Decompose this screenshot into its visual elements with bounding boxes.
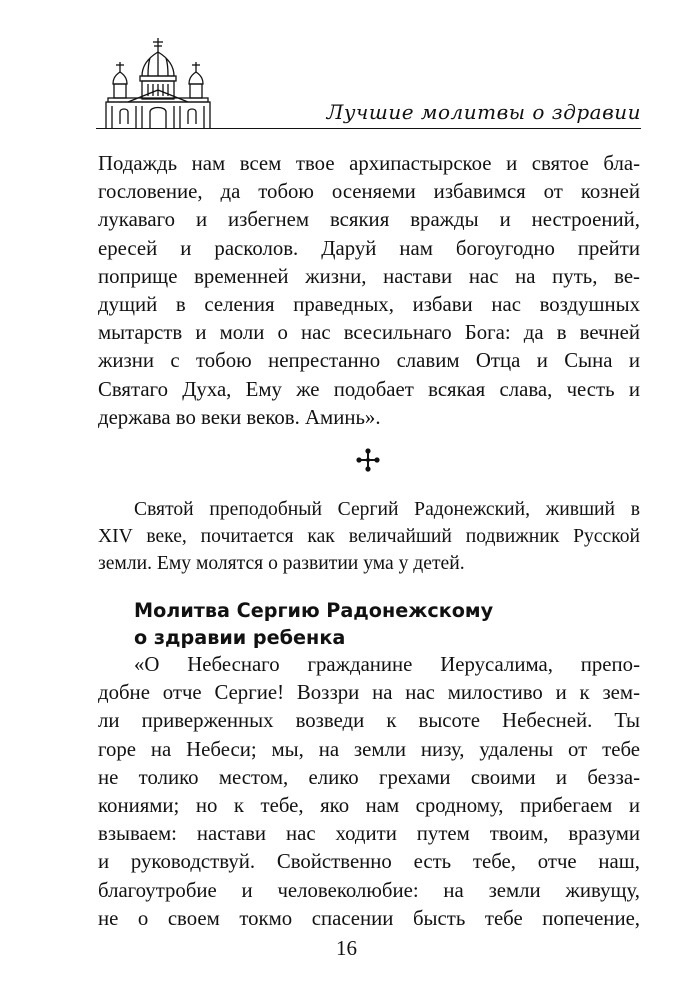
text-line: благоутробие и человеколюбие: на земли живущу,	[98, 878, 640, 902]
prayer-heading	[134, 597, 634, 651]
text-line: поприще временней жизни, настави нас на путь, ве-	[98, 264, 640, 288]
saint-intro-paragraph	[98, 496, 640, 577]
text-line: и руководствуй. Свойственно есть тебе, отче наш,	[98, 850, 640, 874]
text-line: горе на Небеси; мы, на земли низу, удалены от тебе	[98, 737, 640, 761]
heading-line: Молитва Сергию Радонежскому	[134, 599, 494, 622]
text-line: мытарств и моли о нас всесильнаго Бога: да в вечней	[98, 321, 640, 345]
prayer-paragraph	[98, 651, 640, 933]
text-line: Святаго Духа, Ему же подобает всякая слава, честь и	[98, 377, 640, 401]
text-line: земли. Ему молятся о развитии ума у детей.	[98, 553, 465, 574]
header-rule	[96, 128, 641, 129]
text-line: гословение, да тобою осеняеми избавимся от козней	[98, 180, 640, 204]
prayer-continuation-paragraph	[98, 150, 640, 432]
text-line: ли приверженных возведи к высоте Небесней. Ты	[98, 709, 640, 733]
cathedral-icon	[98, 36, 218, 132]
page-header	[0, 0, 693, 140]
text-line: добне отче Сергие! Воззри на нас милостиво и к зем-	[98, 681, 640, 705]
text-line: XIV веке, почитается как величайший подвижник Русской	[98, 526, 640, 547]
text-line: жизни с тобою непрестанно славим Отца и Сына и	[98, 349, 640, 373]
text-line: лукаваго и избегнем всякия вражды и нестроений,	[98, 208, 640, 232]
text-line: не толико местом, елико грехами своими и безза-	[98, 765, 640, 789]
text-line: держава во веки веков. Аминь».	[98, 405, 381, 429]
text-line: взываем: настави нас ходити путем твоим, вразуми	[98, 822, 640, 846]
cross-ornament-icon	[355, 447, 381, 473]
running-title: Лучшие молитвы о здравии	[326, 100, 641, 124]
text-line: Святой преподобный Сергий Радонежский, живший в	[134, 499, 640, 520]
page-number: 16	[336, 936, 357, 960]
text-line: Подаждь нам всем твое архипастырское и святое бла-	[98, 152, 640, 175]
text-line: кониями; но к тебе, яко нам сродному, прибегаем и	[98, 794, 640, 818]
text-line: ересей и расколов. Даруй нам богоугодно прейти	[98, 236, 640, 260]
text-line: не о своем токмо спасении бысть тебе попечение,	[98, 906, 640, 930]
text-line: «О Небеснаго гражданине Иерусалима, препо-	[134, 653, 640, 676]
heading-line: о здравии ребенка	[134, 626, 346, 649]
text-line: дущий в селения праведных, избави нас воздушных	[98, 293, 640, 317]
